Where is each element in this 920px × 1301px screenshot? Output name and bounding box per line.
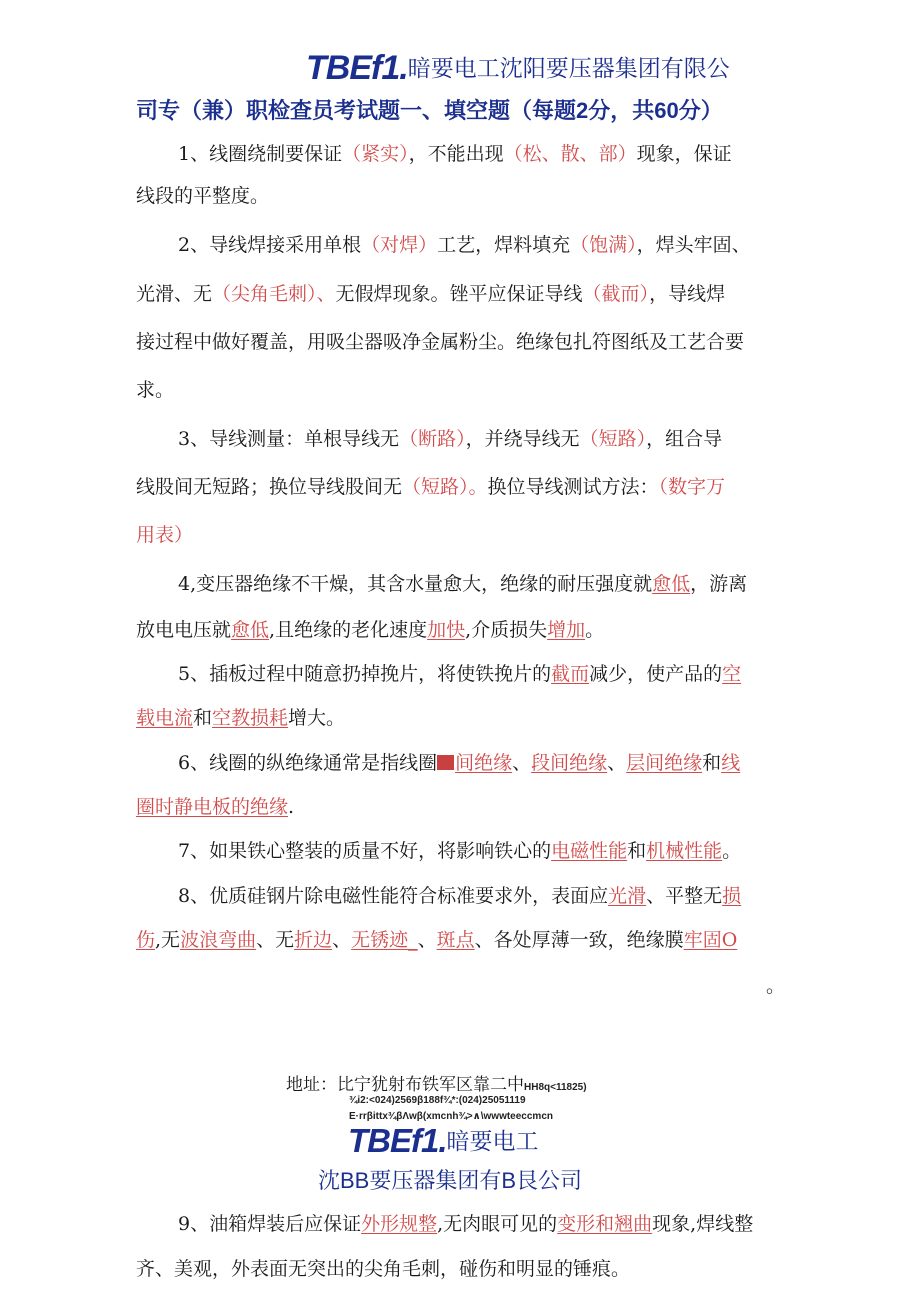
q7-answer-1: 电磁性能 [551, 840, 628, 862]
q2-answer-3: （尖角毛刺）、 [212, 283, 336, 305]
q9-text-a: 9、油箱焊装后应保证 [178, 1213, 362, 1235]
q8-trailing-mark: 。 [766, 975, 786, 997]
q2-text-f: 无假焊现象。锉平应保证导线 [335, 283, 583, 305]
footer-logo-highlight: 1. [421, 1122, 447, 1159]
header-logo [306, 46, 730, 90]
q8-text-g: 、各处厚薄一致，绝缘膜 [474, 929, 684, 951]
question-4-line1 [178, 570, 747, 598]
q8-answer-5: 折边 [294, 929, 333, 951]
q2-text-a: 2、导线焊接采用单根 [178, 234, 362, 256]
question-2-line2 [136, 280, 725, 308]
address-label: 地址：比宁犹射布铁军区靠二中 [286, 1075, 524, 1095]
q3-answer-4: （数字万 [658, 476, 726, 498]
q2-answer-2: （饱满） [570, 234, 637, 256]
question-5-line2 [136, 704, 345, 732]
q8-text-d: 、无 [256, 929, 295, 951]
q4-text-e: ,介质损失 [465, 619, 548, 641]
footer-contact-line1: ¾i2:<024)2569β188f¾*:(024)25051119 [349, 1095, 526, 1106]
q8-text-a: 8、优质硅钢片除电磁性能符合标准要求外，表面应 [178, 885, 609, 907]
question-3-line2 [136, 473, 725, 501]
q9-text-b: ,无肉眼可见的 [437, 1213, 558, 1235]
footer-company-name: 沈BB要压器集团有B艮公司 [318, 1168, 583, 1193]
q6-answer-1: 间绝缘 [455, 752, 513, 774]
q3-text-a: 3、导线测量：单根导线无 [178, 428, 400, 450]
address-code: HH8q<11825) [524, 1082, 587, 1093]
q2-answer-1: （对焊） [361, 234, 438, 256]
exam-title: 司专（兼）职检查员考试题一、填空题（每题2分，共60分） [136, 98, 723, 123]
q8-answer-4: 波浪弯曲 [180, 929, 257, 951]
question-7-line1 [178, 837, 741, 865]
q3-answer-1: （断路） [399, 428, 466, 450]
q3-answer-3: （短路）。 [402, 476, 488, 498]
question-9-line2: 齐、美观，外表面无突出的尖角毛刺，碰伤和明显的锤痕。 [136, 1258, 631, 1280]
q6-answer-3: 层间绝缘 [626, 752, 703, 774]
q8-text-f: 、 [417, 929, 437, 951]
q5-answer-4: 空教损耗 [212, 707, 289, 729]
q7-text-c: 。 [722, 840, 742, 862]
q4-answer-3: 加快 [427, 619, 466, 641]
company-line1: 暗要电工沈阳要压器集团有限公 [407, 55, 730, 81]
q7-text-a: 7、如果铁心整装的质量不好，将影响铁心的 [178, 840, 552, 862]
q7-text-b: 和 [627, 840, 647, 862]
q5-answer-1: 截而 [551, 663, 590, 685]
question-2-line3: 接过程中做好覆盖，用吸尘器吸净金属粉尘。绝缘包扎符图纸及工艺合要 [136, 331, 745, 353]
footer-logo-text: TBEf [348, 1122, 421, 1159]
question-4-line2 [136, 616, 604, 644]
q9-answer-2: 变形和翘曲 [557, 1213, 653, 1235]
q1-text-c: ，不能出现 [408, 143, 504, 165]
q7-answer-2: 机械性能 [646, 840, 723, 862]
q6-text-b: 、 [512, 752, 532, 774]
q5-answer-3: 载电流 [136, 707, 194, 729]
q3-text-c: ，并绕导线无 [465, 428, 580, 450]
q1-answer-1: （紧实） [342, 143, 409, 165]
logo-text: TBEf [306, 49, 382, 87]
q6-text-d: 和 [702, 752, 722, 774]
q8-answer-7: 斑点 [436, 929, 475, 951]
q1-text-a: 1、线圈绕制要保证 [178, 143, 343, 165]
question-8-line1 [178, 882, 741, 910]
q1-text-d: 现象，保证 [636, 143, 732, 165]
q6-answer-4: 线 [721, 752, 741, 774]
question-2-line1 [178, 231, 751, 259]
q4-answer-2: 愈低 [231, 619, 270, 641]
q2-text-g: ，导线焊 [649, 283, 726, 305]
q8-answer-6: 无锈迹_ [351, 929, 418, 951]
q2-text-e: 光滑、无 [136, 283, 213, 305]
q6-answer-5: 圈时静电板的绝缘 [136, 796, 289, 818]
q5-text-c: 和 [193, 707, 213, 729]
question-8-line2 [136, 926, 737, 954]
q3-text-d: ，组合导 [646, 428, 723, 450]
q1-answer-2: （松、散、部） [503, 143, 637, 165]
q9-answer-1: 外形规整 [361, 1213, 438, 1235]
q3-text-e: 线股间无短路；换位导线股间无 [136, 476, 403, 498]
q4-text-d: ,且绝缘的老化速度 [269, 619, 428, 641]
q2-text-c: 工艺，焊料填充 [437, 234, 571, 256]
q4-text-f: 。 [585, 619, 605, 641]
q2-text-d: ，焊头牢固、 [636, 234, 751, 256]
question-9-line1 [178, 1210, 753, 1238]
q5-text-b: 减少，使产品的 [589, 663, 723, 685]
q4-text-b: ，游离 [690, 573, 748, 595]
q4-text-c: 放电电压就 [136, 619, 232, 641]
q8-answer-8: 牢固O [683, 929, 738, 951]
q5-text-a: 5、插板过程中随意扔掉挽片，将使铁挽片的 [178, 663, 552, 685]
q8-text-c: ,无 [155, 929, 181, 951]
q4-answer-1: 愈低 [652, 573, 691, 595]
q3-text-f: 换位导线测试方法： [487, 476, 659, 498]
q8-answer-1: 光滑 [608, 885, 647, 907]
q3-answer-5: 用表） [136, 524, 194, 546]
q4-text-a: 4,变压器绝缘不干燥，其含水量愈大，绝缘的耐压强度就 [178, 573, 653, 595]
footer-logo-suffix: 暗要电工 [446, 1128, 539, 1154]
question-6-line1 [178, 749, 740, 777]
q9-text-c: 现象,焊线整 [652, 1213, 754, 1235]
q8-text-e: 、 [332, 929, 352, 951]
q8-text-b: 、平整无 [646, 885, 723, 907]
question-3-line1 [178, 425, 722, 453]
q5-answer-2: 空 [722, 663, 742, 685]
q8-answer-2: 损 [722, 885, 742, 907]
question-2-line4: 求。 [136, 379, 175, 401]
footer-address [286, 1070, 587, 1095]
logo-highlight: 1. [381, 49, 408, 87]
footer-logo [348, 1120, 539, 1162]
q6-answer-2: 段间绝缘 [531, 752, 608, 774]
q6-text-e: . [288, 796, 295, 818]
q6-text-c: 、 [607, 752, 627, 774]
q6-text-a: 6、线圈的纵绝缘通常是指线圈 [178, 752, 438, 774]
footer-contact-line2: E·rrβittx¾βΛwβ(xmcnh¾>∧\wwwteeccmcn [349, 1111, 553, 1122]
question-5-line1 [178, 660, 741, 688]
q5-text-d: 增大。 [288, 707, 346, 729]
question-6-line2 [136, 793, 294, 821]
redaction-block [437, 755, 454, 770]
q4-answer-4: 增加 [547, 619, 586, 641]
question-1-line2: 线段的平整度。 [136, 185, 270, 207]
q8-answer-3: 伤 [136, 929, 156, 951]
q2-answer-4: （截而） [582, 283, 650, 305]
question-1-line1 [178, 140, 732, 168]
q3-answer-2: （短路） [579, 428, 647, 450]
